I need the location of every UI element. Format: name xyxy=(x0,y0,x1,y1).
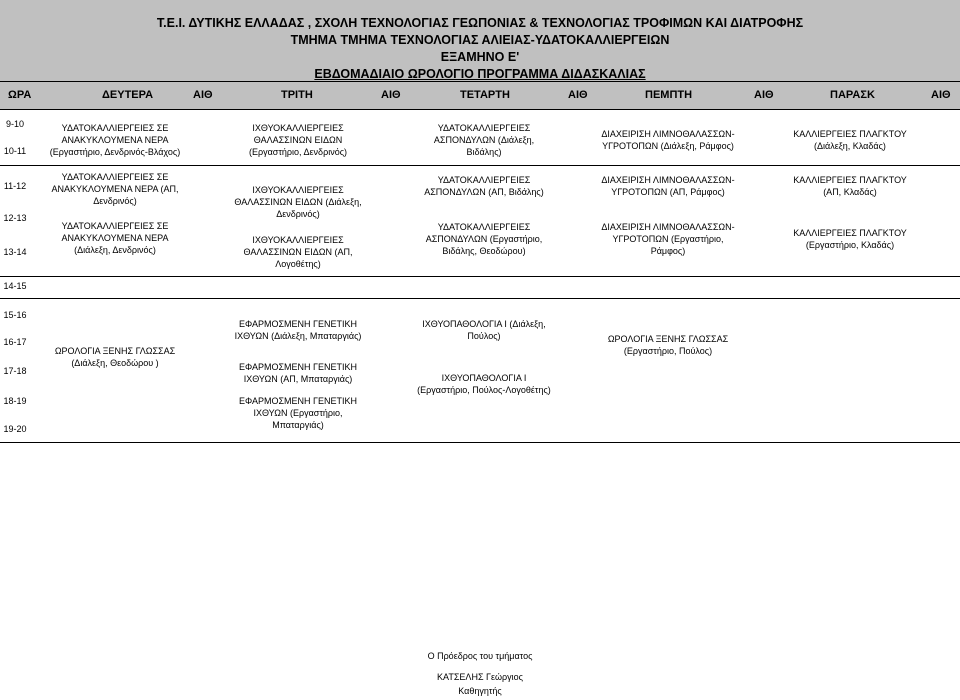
schedule-cell: ΙΧΘΥΟΚΑΛΛΙΕΡΓΕΙΕΣ ΘΑΛΑΣΣΙΝΩΝ ΕΙΔΩΝ (Διάλεξη, Δενδρινός) xyxy=(234,185,362,219)
time-slot: 19-20 xyxy=(3,424,27,434)
col-room-2: ΑΙΘ xyxy=(381,89,401,101)
time-slot: 18-19 xyxy=(3,396,27,406)
signature-title: Ο Πρόεδρος του τμήματος xyxy=(427,651,533,661)
schedule-cell: ΙΧΘΥΟΚΑΛΛΙΕΡΓΕΙΕΣ ΘΑΛΑΣΣΙΝΩΝ ΕΙΔΩΝ (Εργαστήριο, Δενδρινός) xyxy=(248,123,348,157)
col-friday: ΠΑΡΑΣΚ xyxy=(830,89,875,101)
col-room-5: ΑΙΘ xyxy=(931,89,951,101)
time-slot: 11-12 xyxy=(3,181,27,191)
col-hour: ΩΡΑ xyxy=(8,89,32,101)
time-slot: 12-13 xyxy=(3,213,27,223)
schedule-cell: ΙΧΘΥΟΠΑΘΟΛΟΓΙΑ Ι (Εργαστήριο, Πούλος-Λογοθέτης) xyxy=(417,373,551,395)
schedule-title: ΕΒΔΟΜΑΔΙΑΙΟ ΩΡΟΛΟΓΙΟ ΠΡΟΓΡΑΜΜΑ ΔΙΔΑΣΚΑΛΙΑΣ xyxy=(314,67,646,81)
schedule-cell: ΚΑΛΛΙΕΡΓΕΙΕΣ ΠΛΑΓΚΤΟΥ (ΑΠ, Κλαδάς) xyxy=(793,175,907,197)
schedule-cell: ΕΦΑΡΜΟΣΜΕΝΗ ΓΕΝΕΤΙΚΗ ΙΧΘΥΩΝ (Διάλεξη, Μπαταργιάς) xyxy=(234,319,362,341)
time-slot: 9-10 xyxy=(5,119,24,129)
row-separator xyxy=(0,165,960,166)
row-separator xyxy=(0,298,960,299)
column-header-row xyxy=(0,81,960,110)
col-thursday: ΠΕΜΠΤΗ xyxy=(645,89,693,101)
schedule-cell: ΚΑΛΛΙΕΡΓΕΙΕΣ ΠΛΑΓΚΤΟΥ (Εργαστήριο, Κλαδάς) xyxy=(793,228,907,250)
schedule-cell: ΕΦΑΡΜΟΣΜΕΝΗ ΓΕΝΕΤΙΚΗ ΙΧΘΥΩΝ (Εργαστήριο, Μπαταργιάς) xyxy=(239,396,357,430)
col-monday: ΔΕΥΤΕΡΑ xyxy=(102,89,154,101)
schedule-cell: ΔΙΑΧΕΙΡΙΣΗ ΛΙΜΝΟΘΑΛΑΣΣΩΝ- ΥΓΡΟΤΟΠΩΝ (Εργαστήριο, Ράμφος) xyxy=(601,222,735,256)
department-title: ΤΜΗΜΑ ΤΜΗΜΑ ΤΕΧΝΟΛΟΓΙΑΣ ΑΛΙΕΙΑΣ-ΥΔΑΤΟΚΑΛΛΙΕΡΓΕΙΩΝ xyxy=(290,33,670,47)
col-wednesday: ΤΕΤΑΡΤΗ xyxy=(460,89,510,101)
schedule-cell: ΥΔΑΤΟΚΑΛΛΙΕΡΓΕΙΕΣ ΣΕ ΑΝΑΚΥΚΛΟΥΜΕΝΑ ΝΕΡΑ (ΑΠ, Δενδρινός) xyxy=(51,172,179,206)
schedule-cell: ΙΧΘΥΟΚΑΛΛΙΕΡΓΕΙΕΣ ΘΑΛΑΣΣΙΝΩΝ ΕΙΔΩΝ (ΑΠ, Λογοθέτης) xyxy=(243,235,353,269)
row-separator xyxy=(0,442,960,443)
schedule-cell: ΔΙΑΧΕΙΡΙΣΗ ΛΙΜΝΟΘΑΛΑΣΣΩΝ- ΥΓΡΟΤΟΠΩΝ (Διάλεξη, Ράμφος) xyxy=(601,129,735,151)
schedule-cell: ΕΦΑΡΜΟΣΜΕΝΗ ΓΕΝΕΤΙΚΗ ΙΧΘΥΩΝ (ΑΠ, Μπαταργιάς) xyxy=(239,362,357,384)
col-room-4: ΑΙΘ xyxy=(754,89,774,101)
schedule-cell: ΥΔΑΤΟΚΑΛΛΙΕΡΓΕΙΕΣ ΣΕ ΑΝΑΚΥΚΛΟΥΜΕΝΑ ΝΕΡΑ (Εργαστήριο, Δενδρινός-Βλάχος) xyxy=(49,123,181,157)
signature-role: Καθηγητής xyxy=(458,686,502,696)
schedule-cell: ΙΧΘΥΟΠΑΘΟΛΟΓΙΑ Ι (Διάλεξη, Πούλος) xyxy=(422,319,546,341)
time-slot: 16-17 xyxy=(3,337,27,347)
schedule-cell: ΥΔΑΤΟΚΑΛΛΙΕΡΓΕΙΕΣ ΑΣΠΟΝΔΥΛΩΝ (Εργαστήριο, Βιδάλης, Θεοδώρου) xyxy=(425,222,543,256)
institution-title: Τ.Ε.Ι. ΔΥΤΙΚΗΣ ΕΛΛΑΔΑΣ , ΣΧΟΛΗ ΤΕΧΝΟΛΟΓΙΑΣ ΓΕΩΠΟΝΙΑΣ & ΤΕΧΝΟΛΟΓΙΑΣ ΤΡΟΦΙΜΩΝ ΚΑΙ ΔΙΑΤΡΟΦΗΣ xyxy=(156,16,804,30)
time-slot: 10-11 xyxy=(3,146,27,156)
schedule-cell: ΩΡΟΛΟΓΙΑ ΞΕΝΗΣ ΓΛΩΣΣΑΣ (Διάλεξη, Θεοδώρου ) xyxy=(54,346,176,368)
schedule-cell: ΥΔΑΤΟΚΑΛΛΙΕΡΓΕΙΕΣ ΣΕ ΑΝΑΚΥΚΛΟΥΜΕΝΑ ΝΕΡΑ (Διάλεξη, Δενδρινός) xyxy=(61,221,169,255)
schedule-cell: ΚΑΛΛΙΕΡΓΕΙΕΣ ΠΛΑΓΚΤΟΥ (Διάλεξη, Κλαδάς) xyxy=(793,129,907,151)
signature-name: ΚΑΤΣΕΛΗΣ Γεώργιος xyxy=(437,672,523,682)
semester-title: ΕΞΑΜΗΝΟ Ε' xyxy=(440,50,520,64)
time-slot: 13-14 xyxy=(3,247,27,257)
time-slot: 17-18 xyxy=(3,366,27,376)
schedule-cell: ΔΙΑΧΕΙΡΙΣΗ ΛΙΜΝΟΘΑΛΑΣΣΩΝ- ΥΓΡΟΤΟΠΩΝ (ΑΠ, Ράμφος) xyxy=(601,175,735,197)
document-header xyxy=(0,0,960,81)
col-tuesday: ΤΡΙΤΗ xyxy=(281,89,313,101)
row-separator xyxy=(0,276,960,277)
schedule-cell: ΥΔΑΤΟΚΑΛΛΙΕΡΓΕΙΕΣ ΑΣΠΟΝΔΥΛΩΝ (ΑΠ, Βιδάλης) xyxy=(424,175,544,197)
col-room-3: ΑΙΘ xyxy=(568,89,588,101)
time-slot: 14-15 xyxy=(3,281,27,291)
schedule-cell: ΩΡΟΛΟΓΙΑ ΞΕΝΗΣ ΓΛΩΣΣΑΣ (Εργαστήριο, Πούλος) xyxy=(607,334,729,356)
col-room-1: ΑΙΘ xyxy=(193,89,213,101)
schedule-cell: ΥΔΑΤΟΚΑΛΛΙΕΡΓΕΙΕΣ ΑΣΠΟΝΔΥΛΩΝ (Διάλεξη, Βιδάλης) xyxy=(433,123,535,157)
time-slot: 15-16 xyxy=(3,310,27,320)
